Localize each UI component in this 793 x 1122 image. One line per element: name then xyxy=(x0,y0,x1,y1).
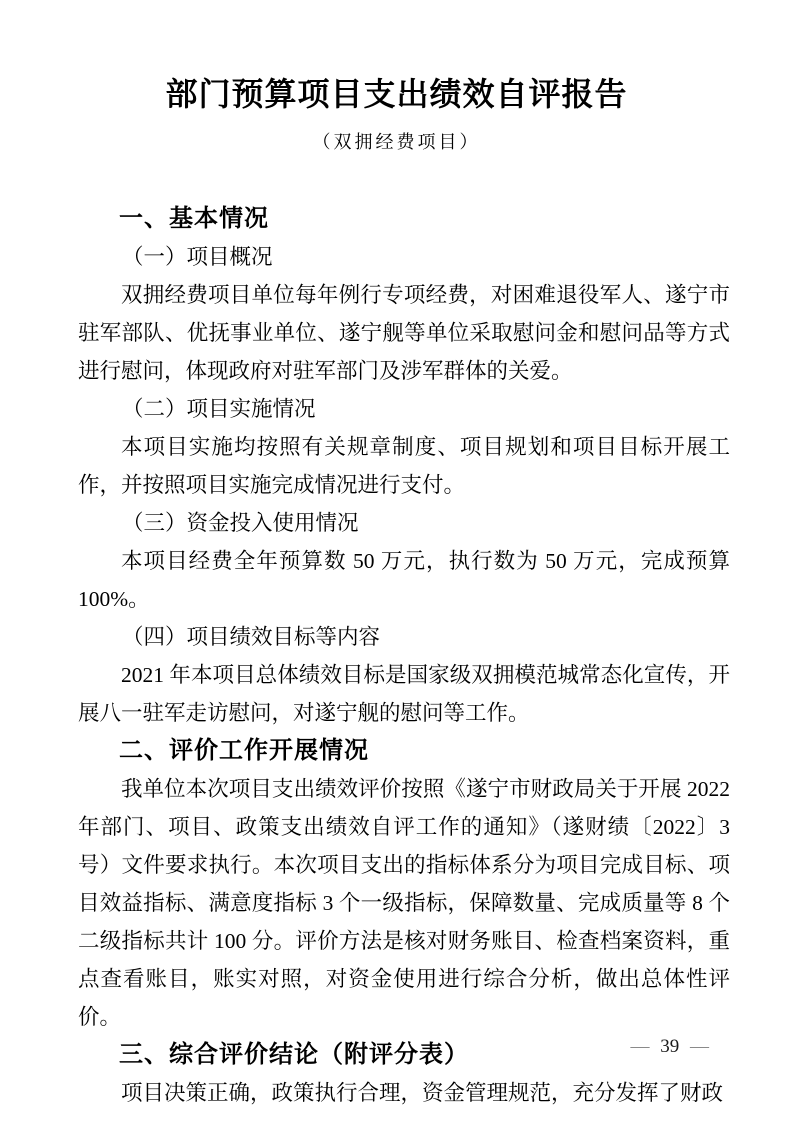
section-heading-3: 三、综合评价结论（附评分表） xyxy=(119,1041,469,1068)
document-title: 部门预算项目支出绩效自评报告 xyxy=(165,76,628,112)
sub-heading-1-3: （三）资金投入使用情况 xyxy=(122,511,359,535)
document-body xyxy=(78,200,730,1112)
section-heading-2: 二、评价工作开展情况 xyxy=(119,737,369,764)
paragraph-evaluation: 我单位本次项目支出绩效评价按照《遂宁市财政局关于开展 2022 年部门、项目、政策支出绩效自评工作的通知》（遂财绩〔2022〕3 号）文件要求执行。本次项目支出的指标体系分为项目完成目标、项目效益指标、满意度指标 3 个一级指标，保障数量、完成质量等 8 个二级指标共计 100 分。评价方法是核对财务账目、检查档案资料，重点查看账目，账实对照，对资金使用进行综合分析，做出总体性评价。 xyxy=(78,777,730,1029)
sub-heading-1-1: （一）项目概况 xyxy=(122,245,273,269)
sub-heading-1-2: （二）项目实施情况 xyxy=(122,397,316,421)
paragraph-overview: 双拥经费项目单位每年例行专项经费，对困难退役军人、遂宁市驻军部队、优抚事业单位、遂宁舰等单位采取慰问金和慰问品等方式进行慰问，体现政府对驻军部门及涉军群体的关爱。 xyxy=(78,283,730,383)
document-subtitle: （双拥经费项目） xyxy=(312,132,481,152)
page-number-value: 39 xyxy=(660,1036,680,1057)
paragraph-conclusion: 项目决策正确，政策执行合理，资金管理规范，充分发挥了财政 xyxy=(121,1081,724,1105)
section-heading-1: 一、基本情况 xyxy=(119,205,269,232)
page-number-dash-right: — xyxy=(690,1036,709,1057)
paragraph-goals: 2021 年本项目总体绩效目标是国家级双拥模范城常态化宣传，开展八一驻军走访慰问，对遂宁舰的慰问等工作。 xyxy=(78,663,730,725)
sub-heading-1-4: （四）项目绩效目标等内容 xyxy=(122,625,381,649)
page-number xyxy=(625,1035,716,1059)
paragraph-funding: 本项目经费全年预算数 50 万元，执行数为 50 万元，完成预算 100%。 xyxy=(78,549,730,611)
page-number-dash-left: — xyxy=(630,1036,650,1057)
paragraph-implementation: 本项目实施均按照有关规章制度、项目规划和项目目标开展工作，并按照项目实施完成情况进行支付。 xyxy=(78,435,730,497)
